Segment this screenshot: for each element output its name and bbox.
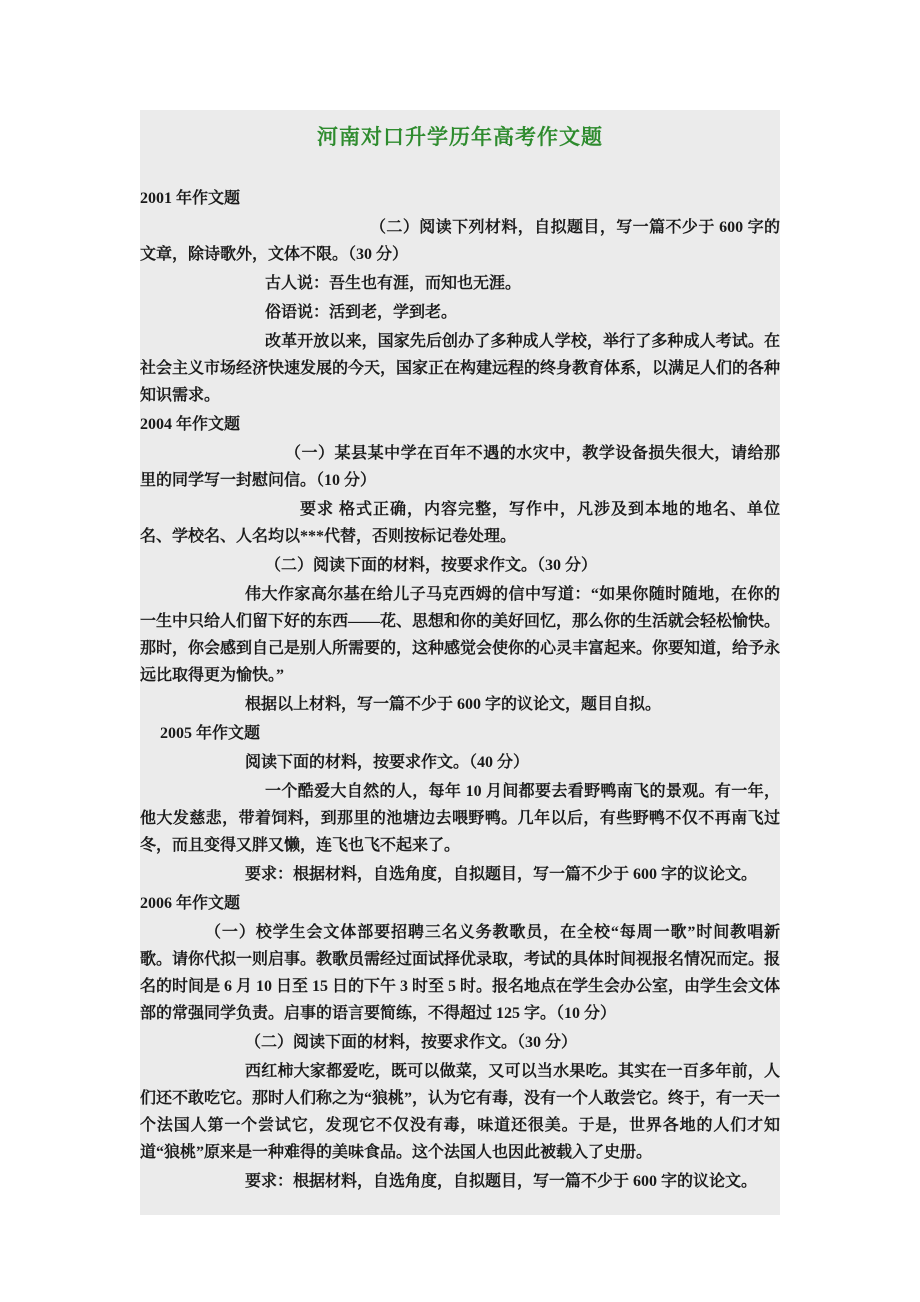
prompt-2001-part2: （二）阅读下列材料，自拟题目，写一篇不少于 600 字的文章，除诗歌外，文体不限。（30 分） bbox=[140, 219, 780, 263]
document-title: 河南对口升学历年高考作文题 bbox=[317, 125, 603, 149]
material-2005-wild-ducks: 一个酷爱大自然的人，每年 10 月间都要去看野鸭南飞的景观。有一年，他大发慈悲，带着饲料，到那里的池塘边去喂野鸭。几年以后，有些野鸭不仅不再南飞过冬，而且变得又胖又懒，连飞也飞不起来了。 bbox=[140, 783, 780, 854]
material-2006-tomato: 西红柿大家都爱吃，既可以做菜，又可以当水果吃。其实在一百多年前，人们还不敢吃它。那时人们称之为“狼桃”，认为它有毒，没有一个人敢尝它。终于，有一天一个法国人第一个尝试它，发现它不仅没有毒，味道还很美。于是，世界各地的人们才知道“狼桃”原来是一种难得的美味食品。这个法国人也因此被载入了史册。 bbox=[140, 1063, 781, 1161]
prompt-2004-part2: （二）阅读下面的材料，按要求作文。（30 分） bbox=[265, 557, 598, 574]
prompt-2006-part1: （一）校学生会文体部要招聘三名义务教歌员，在全校“每周一歌”时间教唱新歌。请你代拟一则启事。教歌员需经过面试择优录取，考试的具体时间视报名情况而定。报名的时间是 6 月 10 日至 15 日的下午 3 时至 5 时。报名地点在学生会办公室，由学生会文体部的常强同学负责。启事的语言要简练，不得超过 125 字。（10 分） bbox=[140, 924, 781, 1022]
requirements-2004-part1: 要求 格式正确，内容完整，写作中，凡涉及到本地的地名、单位名、学校名、人名均以***代替，否则按标记卷处理。 bbox=[140, 501, 780, 545]
requirements-2006: 要求：根据材料，自选角度，自拟题目，写一篇不少于 600 字的议论文。 bbox=[245, 1173, 758, 1190]
instruction-2004: 根据以上材料，写一篇不少于 600 字的议论文，题目自拟。 bbox=[245, 696, 662, 713]
prompt-2006-part2: （二）阅读下面的材料，按要求作文。（30 分） bbox=[245, 1034, 578, 1051]
year-heading-2001: 2001 年作文题 bbox=[140, 190, 241, 207]
prompt-2004-part1: （一）某县某中学在百年不遇的水灾中，教学设备损失很大，请给那里的同学写一封慰问信。（10 分） bbox=[140, 445, 780, 489]
document-panel bbox=[140, 110, 780, 1215]
year-heading-2004: 2004 年作文题 bbox=[140, 416, 241, 433]
prompt-2005: 阅读下面的材料，按要求作文。（40 分） bbox=[245, 754, 530, 771]
material-2004-gorky-letter: 伟大作家高尔基在给儿子马克西姆的信中写道：“如果你随时随地，在你的一生中只给人们留下好的东西——花、思想和你的美好回忆，那么你的生活就会轻松愉快。那时，你会感到自己是别人所需要的，这种感觉会使你的心灵丰富起来。你要知道，给予永远比取得更为愉快。” bbox=[140, 586, 781, 684]
year-heading-2005: 2005 年作文题 bbox=[160, 725, 261, 742]
requirements-2005: 要求：根据材料，自选角度，自拟题目，写一篇不少于 600 字的议论文。 bbox=[245, 866, 758, 883]
material-2001: 改革开放以来，国家先后创办了多种成人学校，举行了多种成人考试。在社会主义市场经济快速发展的今天，国家正在构建远程的终身教育体系，以满足人们的各种知识需求。 bbox=[140, 333, 781, 404]
quote-proverb: 俗语说：活到老，学到老。 bbox=[265, 304, 458, 321]
year-heading-2006: 2006 年作文题 bbox=[140, 895, 241, 912]
quote-ancient-saying: 古人说：吾生也有涯，而知也无涯。 bbox=[265, 275, 522, 292]
